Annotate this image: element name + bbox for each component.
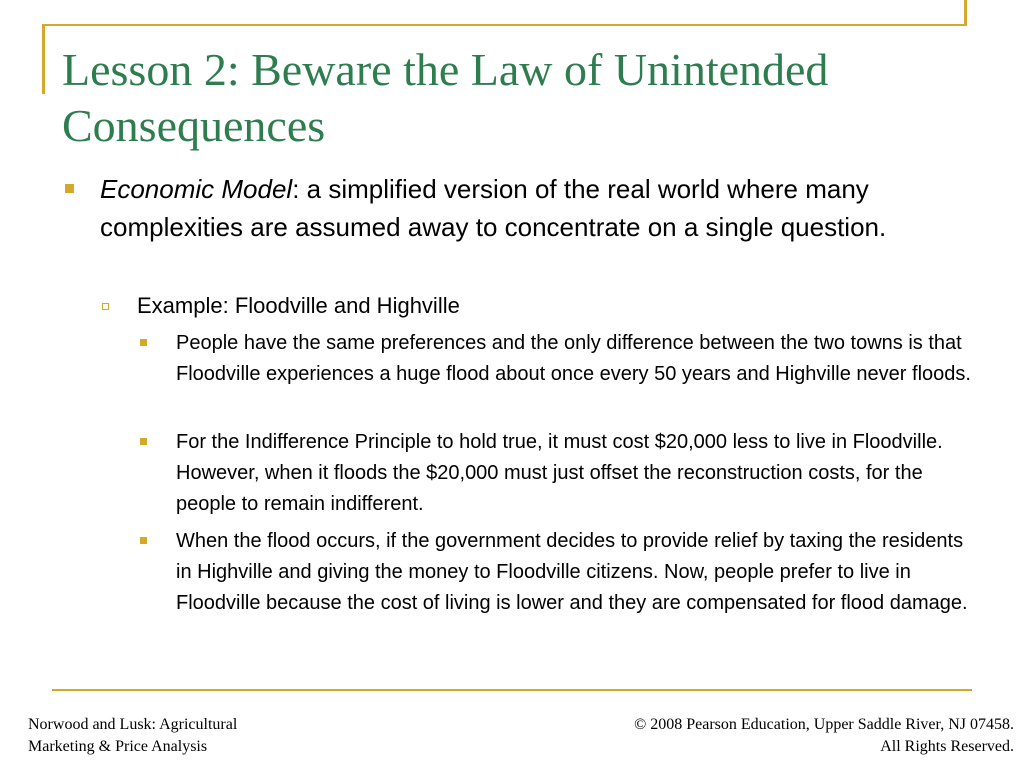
footer-authors-line2: Marketing & Price Analysis xyxy=(28,738,208,755)
sub-bullet-item xyxy=(137,291,977,321)
detail-text: People have the same preferences and the only difference between the two towns is that Floodville experiences a huge flood about once every 50 years and Highville never floods. xyxy=(176,332,971,385)
footer-copyright xyxy=(454,714,1014,758)
detail-bullet-item xyxy=(176,328,976,390)
example-heading: Example: Floodville and Highville xyxy=(137,293,460,318)
square-bullet-icon xyxy=(140,537,147,544)
definition-text: : a simplified version of the real world where many complexities are assumed away to concentrate on a single question. xyxy=(100,174,887,242)
footer-copyright-line2: All Rights Reserved. xyxy=(880,738,1014,755)
term-economic-model: Economic Model xyxy=(100,174,293,204)
square-bullet-icon xyxy=(140,339,147,346)
detail-bullet-item xyxy=(176,427,976,520)
slide-title: Lesson 2: Beware the Law of Unintended Consequences xyxy=(62,44,829,151)
right-border-tick xyxy=(964,0,967,26)
square-bullet-icon xyxy=(140,438,147,445)
main-bullet-item xyxy=(100,170,980,246)
footer-divider xyxy=(52,689,972,691)
left-border-line xyxy=(42,24,45,94)
detail-text: When the flood occurs, if the government decides to provide relief by taxing the residents in Highville and giving the money to Floodville citizens. Now, people prefer to live in Floodville because the cost of living is lower and they are compensated for flood damage. xyxy=(176,530,968,614)
square-bullet-icon xyxy=(65,184,74,193)
footer-authors xyxy=(28,714,348,758)
top-border-line xyxy=(44,24,966,26)
footer-authors-line1: Norwood and Lusk: Agricultural xyxy=(28,716,238,733)
hollow-square-bullet-icon xyxy=(102,303,109,310)
footer-copyright-line1: © 2008 Pearson Education, Upper Saddle River, NJ 07458. xyxy=(634,716,1014,733)
detail-text: For the Indifference Principle to hold true, it must cost $20,000 less to live in Floodville. However, when it floods the $20,000 must just offset the reconstruction costs, for the people to remain indifferent. xyxy=(176,431,943,515)
detail-bullet-item xyxy=(176,526,976,619)
